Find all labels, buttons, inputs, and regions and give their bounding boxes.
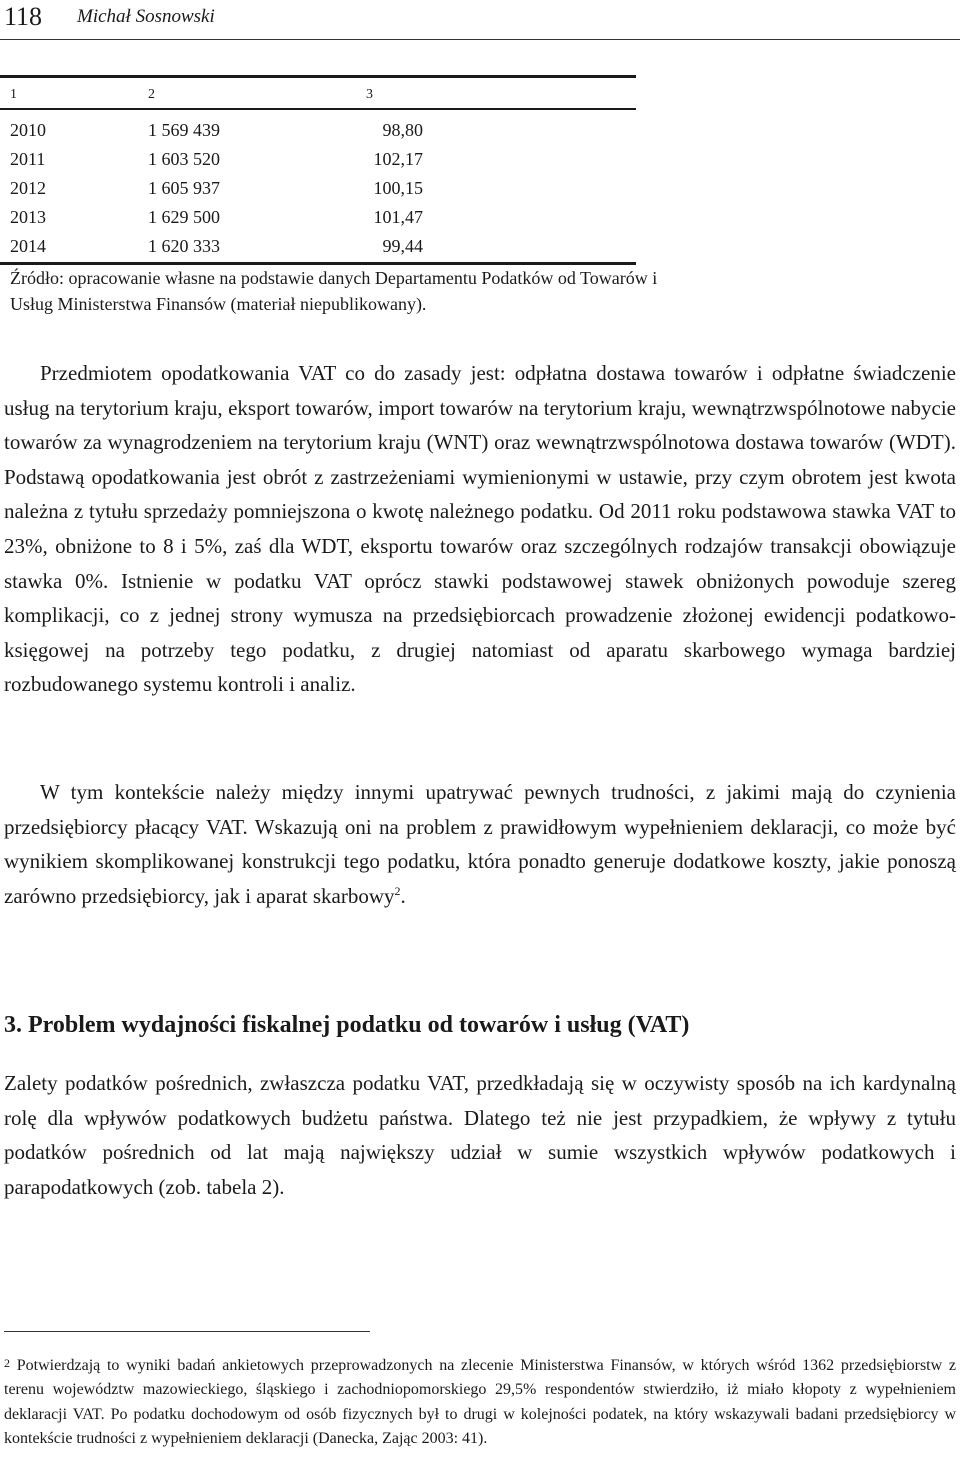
body-paragraph-1 — [4, 356, 956, 702]
running-head: Michał Sosnowski — [77, 6, 215, 27]
cell-index: 102,17 — [373, 149, 423, 169]
cell-year: 2013 — [10, 207, 46, 227]
paragraph-1-text: Przedmiotem opodatkowania VAT co do zasady jest: odpłatna dostawa towarów i odpłatne świadczenie usług na terytorium kraju, eksport towarów, import towarów na terytorium kraju, wewnątrzwspólnotowe nabycie towarów za wynagrodzeniem na terytorium kraju (WNT) oraz wewnątrzwspólnotowa dostawa towarów (WDT). Podstawą opodatkowania jest obrót z zastrzeżeniami wymienionymi w ustawie, przy czym obrotem jest kwota należna z tytułu sprzedaży pomniejszona o kwotę należnego podatku. Od 2011 roku podstawowa stawka VAT to 23%, obniżone to 8 i 5%, zaś dla WDT, eksportu towarów oraz szczególnych rodzajów transakcji obowiązuje stawka 0%. Istnienie w podatku VAT oprócz stawki podstawowej stawek obniżonych powoduje szereg komplikacji, co z jednej strony wymusza na przedsiębiorcach prowadzenie złożonej ewidencji podatkowo-księgowej na potrzeby tego podatku, z drugiej natomiast od aparatu skarbowego wymaga bardziej rozbudowanego systemu kontroli i analiz. — [4, 361, 956, 697]
paragraph-2-end: . — [400, 883, 406, 908]
table-source-note: Źródło: opracowanie własne na podstawie danych Departamentu Podatków od Towarów i Usług Ministerstwa Finansów (materiał niepublikowany). — [10, 268, 658, 314]
cell-year: 2011 — [10, 149, 46, 169]
paragraph-2-text: W tym kontekście należy między innymi upatrywać pewnych trudności, z jakimi mają do czynienia przedsiębiorcy płacący VAT. Wskazują oni na problem z prawidłowym wypełnieniem deklaracji, co może być wynikiem skomplikowanej konstrukcji tego podatku, która ponadto generuje dodatkowe koszty, jakie ponoszą zarówno przedsiębiorcy, jak i aparat skarbowy — [4, 780, 956, 908]
cell-index: 100,15 — [373, 178, 423, 198]
cell-index: 99,44 — [382, 236, 423, 256]
cell-value: 1 603 520 — [148, 149, 220, 169]
footnote-separator — [4, 1331, 370, 1332]
footnote-reference[interactable]: 2 — [394, 883, 401, 898]
cell-value: 1 569 439 — [148, 120, 220, 140]
header-rule — [0, 39, 960, 40]
table-row — [0, 172, 636, 201]
table-row — [0, 143, 636, 172]
data-table — [0, 75, 636, 265]
table-row — [0, 230, 636, 259]
cell-year: 2010 — [10, 120, 46, 140]
cell-value: 1 605 937 — [148, 178, 220, 198]
body-paragraph-2 — [4, 775, 956, 913]
cell-year: 2014 — [10, 236, 46, 256]
page-number: 118 — [4, 2, 43, 31]
cell-index: 101,47 — [373, 207, 423, 227]
footnote — [4, 1351, 956, 1452]
table-row — [0, 114, 636, 143]
footnote-number: 2 — [4, 1356, 10, 1370]
table-row — [0, 201, 636, 230]
footnote-text: Potwierdzają to wyniki badań ankietowych przeprowadzonych na zlecenie Ministerstwa Finansów, w których wśród 1362 przedsiębiorstw z terenu województw mazowieckiego, śląskiego i zachodniopomorskiego 29,5% respondentów stwierdziło, iż miało kłopoty z wypełnieniem deklaracji VAT. Po podatku dochodowym od osób fizycznych był to drugi w kolejności podatek, na który wskazywali badani przedsiębiorcy w kontekście trudności z wypełnieniem deklaracji (Danecka, Zając 2003: 41). — [4, 1357, 957, 1448]
cell-year: 2012 — [10, 178, 46, 198]
page-header — [0, 0, 960, 42]
table-body — [0, 110, 636, 262]
section-heading: 3. Problem wydajności fiskalnej podatku od towarów i usług (VAT) — [4, 1012, 690, 1038]
column-header-2: 2 — [148, 87, 155, 102]
cell-value: 1 629 500 — [148, 207, 220, 227]
cell-value: 1 620 333 — [148, 236, 220, 256]
column-header-3: 3 — [366, 87, 373, 102]
body-paragraph-3: Zalety podatków pośrednich, zwłaszcza podatku VAT, przedkładają się w oczywisty sposób na ich kardynalną rolę dla wpływów podatkowych budżetu państwa. Dlatego też nie jest przypadkiem, że wpływy z tytułu podatków pośrednich od lat mają największy udział w sumie wszystkich wpływów podatkowych i parapodatkowych (zob. tabela 2). — [4, 1071, 956, 1199]
column-header-1: 1 — [10, 87, 17, 102]
cell-index: 98,80 — [382, 120, 423, 140]
table-header-row — [0, 78, 636, 108]
